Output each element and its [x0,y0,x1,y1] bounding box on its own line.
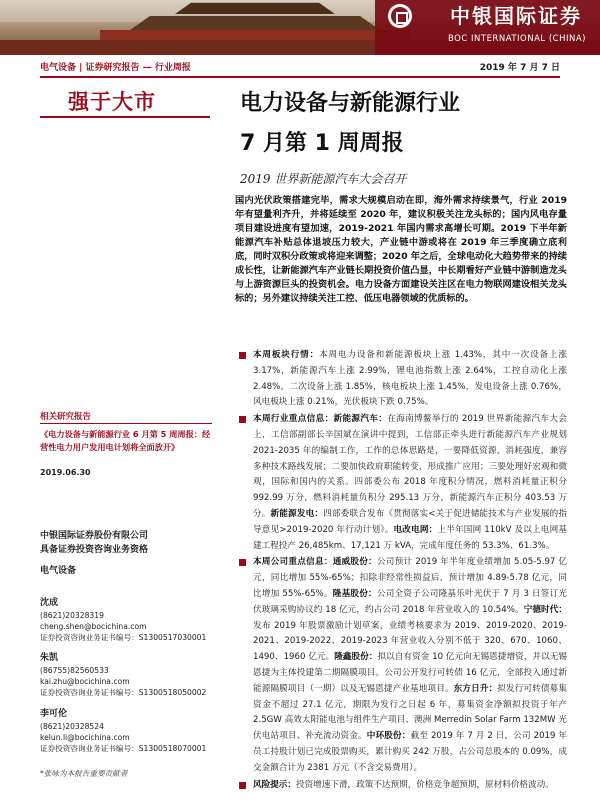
related-reports-heading: 相关研究报告 [40,412,92,422]
company-info [40,529,220,557]
bullet-square-icon [239,782,246,789]
company-qualification: 具备证券投资咨询业务资格 [40,545,149,555]
bullet-square-icon [239,559,246,566]
sector-label: 电气设备 [40,566,77,576]
report-category: 电气设备 | 证券研究报告 — 行业周报 [40,63,191,73]
analyst-card [40,651,220,698]
rating-label: 强于大市 [68,90,156,114]
bullet-text: 发布 2019 年股票激励计划草案，业绩考核要求为 2019、2019-2020、2019-2021、2019-2022、2019-2023 年营业收入分别不低于 320、670、1060、1490、1960 亿元。 [253,620,567,663]
bullet-text: 四部委联合发布《贯彻落实<关于促进储能技术与产业发展的指导意见>2019-2020 年行动计划》。 [253,508,567,535]
analyst-email[interactable]: kelun.li@bocichina.com [40,733,130,742]
summary-paragraph: 国内光伏政策搭建完毕，需求大规模启动在即，海外需求持续景气，行业 2019 年有望量利齐升，并将延续至 2020 年，建议积极关注龙头标的；国内风电存量项目建设进度有望加速，2019-2021 年国内需求高增长可期。2019 下半年新能源汽车补贴总体退坡压力较大，产业链中游或将在 2019 年三季度确立底利底，同时双积分政策或将迎来调整；2020 年之后，全球电动化大趋势带来的持续成长性，让新能源汽车产业链长期投资价值凸显，中长期看好产业链中游制造龙头与上游资源巨头的投资机会。电力设备方面建设关注区在电力物联网建设相关龙头标的；另外建议持续关注工控、低压电器领域的优质标的。 [235,195,567,304]
bullet-text: 拟以自有资金 10 亿元向无锡恩捷增资，并以无锡恩捷为主体投建第二期隔膜项目。公司公开发行可转债 16 亿元，全部投入通过新能源隔膜项目（一期）以及无锡恩捷产业基地项目。 [253,652,567,694]
bullet-text: 拟发行可转债募集资金不超过 27.1 亿元，期限为发行之日起 6 年，募集资金净额拟投资于年产 2.5GW 高效太阳能电池与组件生产项目、澳洲 Merredin Solar Farm 132MW 光伏电站项目、补充流动资金。 [253,683,567,742]
bullet-highlight: 宁德时代： [523,604,567,615]
contributor-footnote: *张咏为本报告重要贡献者 [40,769,128,778]
analyst-email[interactable]: cheng.shen@bocichina.com [40,622,147,631]
bullet-risk [235,778,567,794]
bullet-text: 投资增速下滑，政策不达预期，价格竞争超预期，原材料价格波动。 [295,779,554,790]
header-banner [0,0,600,55]
analyst-cert: 证券投资咨询业务证书编号：S1300517030001 [40,633,207,642]
analyst-name: 沈成 [40,598,59,608]
report-subtitle: 2019 世界新能源汽车大会召开 [240,172,407,186]
analyst-phone: (8621)20328524 [40,722,104,731]
rating-divider [40,116,210,118]
analyst-card [40,707,220,754]
bullet-highlight: 中环股份： [366,731,411,742]
bullet-text: 在海南博鳌举行的 2019 世界新能源汽车大会上，工信部副部长辛国斌在演讲中提到，工信部正牵头进行新能源汽车产业规划 2021-2035 年的编制工作，工作的总体思路是，一要降低资源，消耗强度，兼容多种技术路线发展；二要加快政府职能转变，形成推广应用；三要处理好宏观和微观，国际和国内的关系。 [253,414,567,488]
report-date: 2019 年 7 月 7 日 [479,63,560,73]
bullet-text: 上半年国网 110kV 及以上电网基建工程投产 26,485km、17,121 万 kVA，完成年度任务的 53.3%、61.3%。 [253,524,567,551]
report-title: 电力设备与新能源行业 [240,91,461,116]
bullet-lead: 本周行业重点信息： [253,414,334,425]
bullet-highlight: 东方日升： [453,683,498,694]
related-report-link[interactable]: 《电力设备与新能源行业 6 月第 5 周周报：经营性电力用户发用电计划将全面放开》 [40,429,211,452]
analyst-phone: (86755)82560533 [40,666,109,675]
related-divider [40,423,212,424]
logo-chinese: 中银国际证券 [450,4,582,28]
bullet-highlight: 隆鑫股份： [334,652,378,663]
bullet-market [235,348,567,411]
company-name: 中银国际证券股份有限公司 [40,531,149,541]
analyst-cert: 证券投资咨询业务证书编号：S1300518050002 [40,688,207,697]
report-meta [40,60,560,74]
analyst-name: 朱凯 [40,653,59,663]
bullet-square-icon [239,352,246,359]
bullet-text: 本周电力设备和新能源板块上涨 1.43%，其中一次设备上涨 3.17%，新能源汽车上涨 2.99%，锂电池指数上涨 2.64%，工控自动化上涨 2.48%，二次设备上涨 1.85%，核电板块上涨 1.45%，发电设备上涨 0.76%，风电板块上涨 0.21%，光伏板块下跌 0.75%。 [253,350,567,408]
report-title-week: 7 月第 1 周周报 [240,131,404,156]
bullet-text: 截至 2019 年 7 月 2 日，公司 2019 年员工持股计划已完成股票购买，累计购买 242 万股，占公司总股本的 0.09%，成交金额合计为 2381 万元（不含交易费用）。 [253,731,567,773]
bullet-highlight: 通威股份： [332,557,377,568]
bullet-company [235,555,567,776]
analyst-name: 李可伦 [40,709,68,719]
analyst-phone: (8621)20328319 [40,611,104,620]
bullet-list [235,348,567,794]
logo-english: BOC INTERNATIONAL (CHINA) [448,34,586,44]
boc-logo-icon [388,4,412,28]
bullet-square-icon [239,416,246,423]
bullet-highlight: 新能源发电： [270,508,324,519]
bullet-lead: 本周板块行情： [253,350,320,360]
analyst-card [40,596,220,643]
bullet-lead: 本周公司重点信息： [253,557,333,568]
meta-divider [40,76,560,78]
bullet-text: 公司预计 2019 年半年度业绩增加 5.05-5.97 亿元，同比增加 55%-65%；扣除非经常性损益后，预计增加 4.89-5.78 亿元，同比增加 55%-65%。 [253,557,567,599]
bullet-lead: 风险提示： [253,779,296,790]
bullet-text: 四部委公布 2018 年度积分情况，燃料消耗量正积分 992.99 万分，燃料消耗量负积分 295.13 万分，新能源汽车正积分 403.53 万分。 [253,477,567,519]
bullet-highlight: 新能源汽车： [333,414,388,425]
analyst-email[interactable]: kai.zhu@bocichina.com [40,677,130,686]
bullet-highlight: 隆基股份： [332,588,377,599]
related-report-date: 2019.06.30 [40,468,91,477]
bullet-industry [235,412,567,554]
bullet-text: 公司全资子公司隆基乐叶光伏于 7 月 3 日签订光伏玻璃采购协议约 18 亿元，约占公司 2018 年营业收入的 10.54%。 [253,588,567,615]
logo-panel [375,0,600,55]
analyst-cert: 证券投资咨询业务证书编号：S1300518070001 [40,744,207,753]
bullet-highlight: 电改电网： [393,524,438,535]
